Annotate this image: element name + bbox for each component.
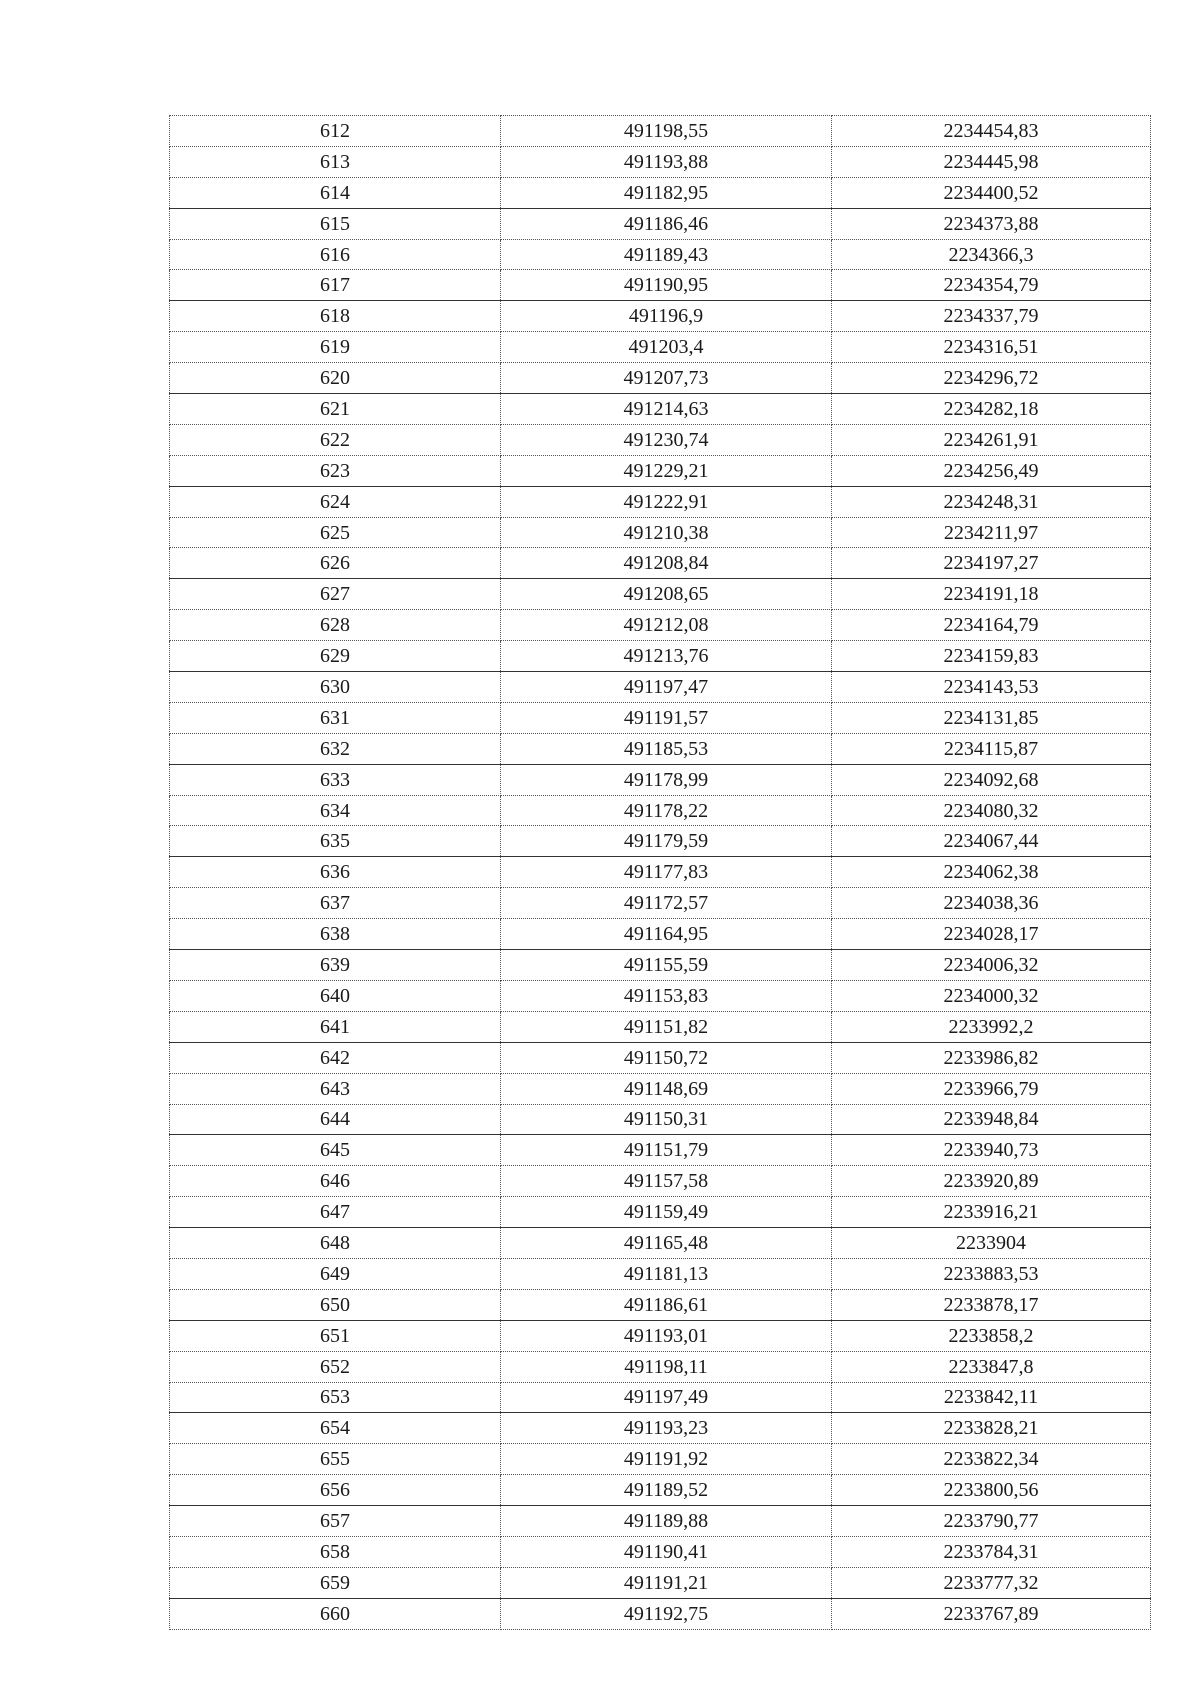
x-coordinate-cell: 491189,43 <box>501 239 832 270</box>
coordinates-table-body <box>170 116 1151 1630</box>
table-row <box>170 1536 1151 1567</box>
point-number-cell: 642 <box>170 1042 501 1073</box>
point-number-cell: 639 <box>170 950 501 981</box>
point-number-cell: 618 <box>170 301 501 332</box>
table-row <box>170 239 1151 270</box>
x-coordinate-cell: 491159,49 <box>501 1197 832 1228</box>
y-coordinate-cell: 2234366,3 <box>832 239 1151 270</box>
point-number-cell: 628 <box>170 610 501 641</box>
y-coordinate-cell: 2234197,27 <box>832 548 1151 579</box>
table-row <box>170 1042 1151 1073</box>
point-number-cell: 619 <box>170 332 501 363</box>
point-number-cell: 655 <box>170 1444 501 1475</box>
table-row <box>170 146 1151 177</box>
x-coordinate-cell: 491150,31 <box>501 1104 832 1135</box>
table-row <box>170 579 1151 610</box>
x-coordinate-cell: 491185,53 <box>501 733 832 764</box>
y-coordinate-cell: 2234337,79 <box>832 301 1151 332</box>
point-number-cell: 622 <box>170 424 501 455</box>
y-coordinate-cell: 2234400,52 <box>832 177 1151 208</box>
y-coordinate-cell: 2234296,72 <box>832 363 1151 394</box>
y-coordinate-cell: 2234038,36 <box>832 888 1151 919</box>
point-number-cell: 629 <box>170 641 501 672</box>
y-coordinate-cell: 2233920,89 <box>832 1166 1151 1197</box>
point-number-cell: 658 <box>170 1536 501 1567</box>
table-row <box>170 1382 1151 1413</box>
y-coordinate-cell: 2234164,79 <box>832 610 1151 641</box>
y-coordinate-cell: 2233883,53 <box>832 1258 1151 1289</box>
table-row <box>170 857 1151 888</box>
y-coordinate-cell: 2234092,68 <box>832 764 1151 795</box>
y-coordinate-cell: 2234006,32 <box>832 950 1151 981</box>
point-number-cell: 620 <box>170 363 501 394</box>
x-coordinate-cell: 491189,88 <box>501 1506 832 1537</box>
y-coordinate-cell: 2233916,21 <box>832 1197 1151 1228</box>
table-row <box>170 332 1151 363</box>
point-number-cell: 646 <box>170 1166 501 1197</box>
x-coordinate-cell: 491189,52 <box>501 1475 832 1506</box>
x-coordinate-cell: 491164,95 <box>501 919 832 950</box>
y-coordinate-cell: 2233842,11 <box>832 1382 1151 1413</box>
x-coordinate-cell: 491182,95 <box>501 177 832 208</box>
table-row <box>170 208 1151 239</box>
table-row <box>170 1228 1151 1259</box>
table-row <box>170 270 1151 301</box>
point-number-cell: 647 <box>170 1197 501 1228</box>
y-coordinate-cell: 2234373,88 <box>832 208 1151 239</box>
point-number-cell: 624 <box>170 486 501 517</box>
point-number-cell: 659 <box>170 1567 501 1598</box>
y-coordinate-cell: 2234282,18 <box>832 394 1151 425</box>
y-coordinate-cell: 2233800,56 <box>832 1475 1151 1506</box>
y-coordinate-cell: 2234028,17 <box>832 919 1151 950</box>
point-number-cell: 653 <box>170 1382 501 1413</box>
table-row <box>170 795 1151 826</box>
x-coordinate-cell: 491203,4 <box>501 332 832 363</box>
point-number-cell: 614 <box>170 177 501 208</box>
x-coordinate-cell: 491186,46 <box>501 208 832 239</box>
table-row <box>170 764 1151 795</box>
point-number-cell: 649 <box>170 1258 501 1289</box>
y-coordinate-cell: 2233878,17 <box>832 1289 1151 1320</box>
point-number-cell: 627 <box>170 579 501 610</box>
table-row <box>170 733 1151 764</box>
table-row <box>170 1567 1151 1598</box>
table-row <box>170 1073 1151 1104</box>
x-coordinate-cell: 491150,72 <box>501 1042 832 1073</box>
table-row <box>170 177 1151 208</box>
table-row <box>170 919 1151 950</box>
point-number-cell: 616 <box>170 239 501 270</box>
x-coordinate-cell: 491198,55 <box>501 116 832 147</box>
x-coordinate-cell: 491186,61 <box>501 1289 832 1320</box>
y-coordinate-cell: 2233828,21 <box>832 1413 1151 1444</box>
x-coordinate-cell: 491179,59 <box>501 826 832 857</box>
point-number-cell: 635 <box>170 826 501 857</box>
table-row <box>170 1258 1151 1289</box>
point-number-cell: 641 <box>170 1011 501 1042</box>
x-coordinate-cell: 491190,41 <box>501 1536 832 1567</box>
y-coordinate-cell: 2234143,53 <box>832 672 1151 703</box>
y-coordinate-cell: 2233767,89 <box>832 1598 1151 1629</box>
x-coordinate-cell: 491192,75 <box>501 1598 832 1629</box>
table-row <box>170 1320 1151 1351</box>
point-number-cell: 652 <box>170 1351 501 1382</box>
y-coordinate-cell: 2233992,2 <box>832 1011 1151 1042</box>
table-row <box>170 1289 1151 1320</box>
table-row <box>170 1011 1151 1042</box>
point-number-cell: 644 <box>170 1104 501 1135</box>
point-number-cell: 633 <box>170 764 501 795</box>
x-coordinate-cell: 491198,11 <box>501 1351 832 1382</box>
y-coordinate-cell: 2233777,32 <box>832 1567 1151 1598</box>
x-coordinate-cell: 491191,21 <box>501 1567 832 1598</box>
x-coordinate-cell: 491191,92 <box>501 1444 832 1475</box>
y-coordinate-cell: 2234000,32 <box>832 980 1151 1011</box>
table-row <box>170 888 1151 919</box>
table-row <box>170 826 1151 857</box>
table-row <box>170 1413 1151 1444</box>
x-coordinate-cell: 491151,82 <box>501 1011 832 1042</box>
point-number-cell: 613 <box>170 146 501 177</box>
table-row <box>170 1166 1151 1197</box>
y-coordinate-cell: 2234211,97 <box>832 517 1151 548</box>
y-coordinate-cell: 2233847,8 <box>832 1351 1151 1382</box>
x-coordinate-cell: 491197,47 <box>501 672 832 703</box>
point-number-cell: 632 <box>170 733 501 764</box>
table-row <box>170 1351 1151 1382</box>
table-row <box>170 672 1151 703</box>
point-number-cell: 631 <box>170 702 501 733</box>
x-coordinate-cell: 491208,84 <box>501 548 832 579</box>
point-number-cell: 617 <box>170 270 501 301</box>
point-number-cell: 634 <box>170 795 501 826</box>
y-coordinate-cell: 2234159,83 <box>832 641 1151 672</box>
x-coordinate-cell: 491178,99 <box>501 764 832 795</box>
x-coordinate-cell: 491153,83 <box>501 980 832 1011</box>
point-number-cell: 645 <box>170 1135 501 1166</box>
x-coordinate-cell: 491151,79 <box>501 1135 832 1166</box>
table-row <box>170 486 1151 517</box>
table-row <box>170 455 1151 486</box>
x-coordinate-cell: 491193,01 <box>501 1320 832 1351</box>
y-coordinate-cell: 2234248,31 <box>832 486 1151 517</box>
point-number-cell: 625 <box>170 517 501 548</box>
point-number-cell: 626 <box>170 548 501 579</box>
x-coordinate-cell: 491193,23 <box>501 1413 832 1444</box>
x-coordinate-cell: 491222,91 <box>501 486 832 517</box>
x-coordinate-cell: 491208,65 <box>501 579 832 610</box>
point-number-cell: 637 <box>170 888 501 919</box>
y-coordinate-cell: 2234256,49 <box>832 455 1151 486</box>
y-coordinate-cell: 2233858,2 <box>832 1320 1151 1351</box>
y-coordinate-cell: 2234115,87 <box>832 733 1151 764</box>
table-row <box>170 548 1151 579</box>
x-coordinate-cell: 491210,38 <box>501 517 832 548</box>
y-coordinate-cell: 2234454,83 <box>832 116 1151 147</box>
point-number-cell: 615 <box>170 208 501 239</box>
table-row <box>170 610 1151 641</box>
x-coordinate-cell: 491181,13 <box>501 1258 832 1289</box>
x-coordinate-cell: 491196,9 <box>501 301 832 332</box>
x-coordinate-cell: 491191,57 <box>501 702 832 733</box>
table-row <box>170 702 1151 733</box>
y-coordinate-cell: 2233790,77 <box>832 1506 1151 1537</box>
point-number-cell: 656 <box>170 1475 501 1506</box>
y-coordinate-cell: 2234080,32 <box>832 795 1151 826</box>
x-coordinate-cell: 491214,63 <box>501 394 832 425</box>
x-coordinate-cell: 491229,21 <box>501 455 832 486</box>
table-row <box>170 1506 1151 1537</box>
x-coordinate-cell: 491213,76 <box>501 641 832 672</box>
point-number-cell: 650 <box>170 1289 501 1320</box>
y-coordinate-cell: 2233822,34 <box>832 1444 1151 1475</box>
table-row <box>170 116 1151 147</box>
table-row <box>170 301 1151 332</box>
y-coordinate-cell: 2234067,44 <box>832 826 1151 857</box>
x-coordinate-cell: 491193,88 <box>501 146 832 177</box>
point-number-cell: 623 <box>170 455 501 486</box>
y-coordinate-cell: 2233986,82 <box>832 1042 1151 1073</box>
y-coordinate-cell: 2233940,73 <box>832 1135 1151 1166</box>
point-number-cell: 640 <box>170 980 501 1011</box>
x-coordinate-cell: 491190,95 <box>501 270 832 301</box>
x-coordinate-cell: 491165,48 <box>501 1228 832 1259</box>
table-row <box>170 1598 1151 1629</box>
x-coordinate-cell: 491207,73 <box>501 363 832 394</box>
y-coordinate-cell: 2234445,98 <box>832 146 1151 177</box>
point-number-cell: 638 <box>170 919 501 950</box>
table-row <box>170 980 1151 1011</box>
y-coordinate-cell: 2233948,84 <box>832 1104 1151 1135</box>
x-coordinate-cell: 491148,69 <box>501 1073 832 1104</box>
point-number-cell: 648 <box>170 1228 501 1259</box>
table-row <box>170 1104 1151 1135</box>
point-number-cell: 651 <box>170 1320 501 1351</box>
y-coordinate-cell: 2233784,31 <box>832 1536 1151 1567</box>
table-row <box>170 1475 1151 1506</box>
point-number-cell: 621 <box>170 394 501 425</box>
x-coordinate-cell: 491157,58 <box>501 1166 832 1197</box>
y-coordinate-cell: 2234316,51 <box>832 332 1151 363</box>
point-number-cell: 643 <box>170 1073 501 1104</box>
coordinates-table <box>169 115 1151 1630</box>
point-number-cell: 612 <box>170 116 501 147</box>
y-coordinate-cell: 2234131,85 <box>832 702 1151 733</box>
table-row <box>170 1444 1151 1475</box>
point-number-cell: 654 <box>170 1413 501 1444</box>
table-row <box>170 1197 1151 1228</box>
x-coordinate-cell: 491197,49 <box>501 1382 832 1413</box>
table-row <box>170 517 1151 548</box>
table-row <box>170 950 1151 981</box>
x-coordinate-cell: 491177,83 <box>501 857 832 888</box>
point-number-cell: 636 <box>170 857 501 888</box>
table-row <box>170 394 1151 425</box>
point-number-cell: 660 <box>170 1598 501 1629</box>
y-coordinate-cell: 2234062,38 <box>832 857 1151 888</box>
y-coordinate-cell: 2233904 <box>832 1228 1151 1259</box>
x-coordinate-cell: 491178,22 <box>501 795 832 826</box>
y-coordinate-cell: 2234261,91 <box>832 424 1151 455</box>
y-coordinate-cell: 2234354,79 <box>832 270 1151 301</box>
x-coordinate-cell: 491230,74 <box>501 424 832 455</box>
x-coordinate-cell: 491155,59 <box>501 950 832 981</box>
y-coordinate-cell: 2234191,18 <box>832 579 1151 610</box>
y-coordinate-cell: 2233966,79 <box>832 1073 1151 1104</box>
table-row <box>170 424 1151 455</box>
table-row <box>170 1135 1151 1166</box>
point-number-cell: 657 <box>170 1506 501 1537</box>
point-number-cell: 630 <box>170 672 501 703</box>
table-row <box>170 641 1151 672</box>
x-coordinate-cell: 491172,57 <box>501 888 832 919</box>
x-coordinate-cell: 491212,08 <box>501 610 832 641</box>
table-row <box>170 363 1151 394</box>
